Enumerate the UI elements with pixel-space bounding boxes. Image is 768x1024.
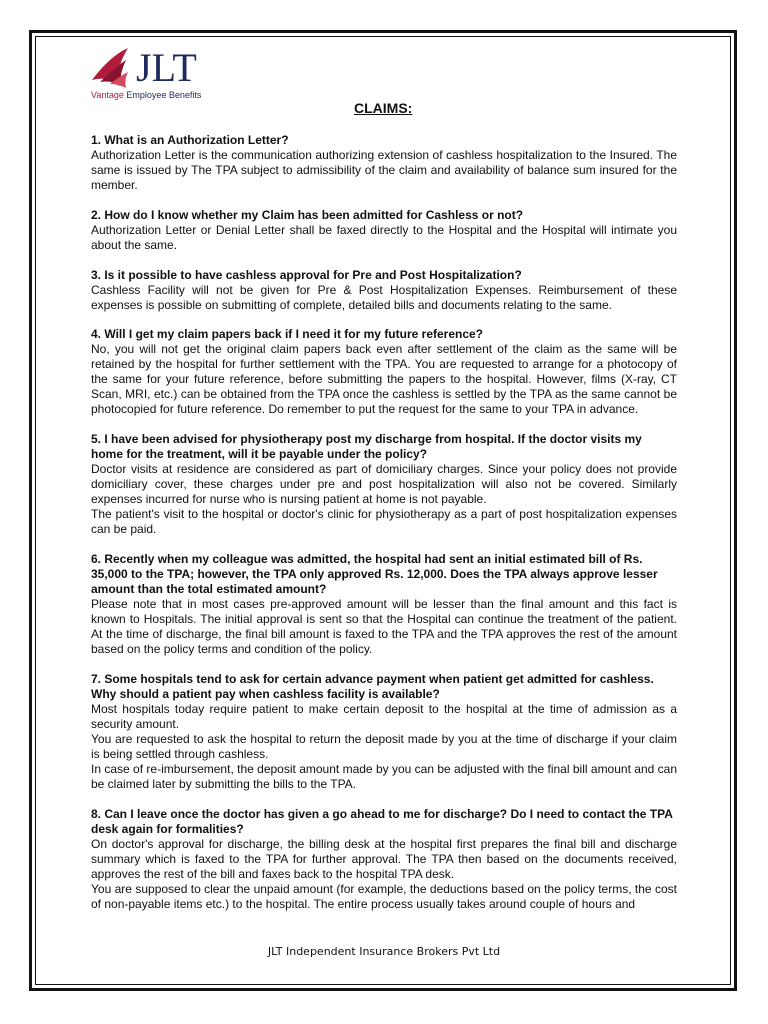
logo-tagline-prefix: Vantage bbox=[91, 90, 124, 100]
faq-answer: In case of re-imbursement, the deposit amount made by you can be adjusted with the final bill amount and can be claimed later by submitting the bills to the TPA. bbox=[91, 761, 677, 791]
faq-question: 7. Some hospitals tend to ask for certain advance payment when patient get admitted for cashless. Why should a patient pay when cashless facility is available? bbox=[91, 671, 654, 701]
faq-answer: You are requested to ask the hospital to return the deposit made by you at the time of discharge if your claim is being settled through cashless. bbox=[91, 731, 677, 761]
page-footer: JLT Independent Insurance Brokers Pvt Ltd bbox=[267, 945, 501, 958]
faq-item bbox=[91, 552, 677, 657]
faq-question: 8. Can I leave once the doctor has given a go ahead to me for discharge? Do I need to contact the TPA desk again for formalities? bbox=[91, 806, 673, 836]
faq-answer: No, you will not get the original claim papers back even after settlement of the claim as the same will be retained by the hospital for further settlement with the TPA. You are requested to arrange for a photocopy of the same for your future reference, before submitting the papers to the hospital. However, films (X-ray, CT Scan, MRI, etc.) can be obtained from the TPA once the cashless is settled by the TPA as the same cannot be photocopied for future reference. Do remember to put the request for the same to your TPA in advance. bbox=[91, 342, 677, 417]
logo-tagline-suffix: Employee Benefits bbox=[123, 90, 202, 100]
jlt-sail-icon bbox=[90, 46, 136, 90]
faq-answer: Doctor visits at residence are considered as part of domiciliary charges. Since your policy does not provide domiciliary cover, these charges under pre and post hospitalization will also not be covered. Similarly expenses incurred for nurse who is nursing patient at home is not payable. bbox=[91, 462, 677, 507]
faq-item bbox=[91, 268, 677, 313]
faq-answer: The patient's visit to the hospital or doctor's clinic for physiotherapy as a part of post hospitalization expenses can be paid. bbox=[91, 507, 677, 537]
logo-tagline bbox=[91, 90, 201, 100]
faq-answer: Most hospitals today require patient to make certain deposit to the hospital at the time of admission as a security amount. bbox=[91, 701, 677, 731]
faq-answer: Authorization Letter or Denial Letter shall be faxed directly to the Hospital and the Hospital will intimate you about the same. bbox=[91, 222, 677, 252]
faq-item bbox=[91, 432, 677, 537]
page-title: CLAIMS: bbox=[354, 100, 413, 116]
jlt-logo bbox=[90, 46, 220, 102]
faq-item bbox=[91, 327, 677, 417]
faq-question: 4. Will I get my claim papers back if I need it for my future reference? bbox=[91, 327, 484, 342]
faq-answer: You are supposed to clear the unpaid amount (for example, the deductions based on the policy terms, the cost of non-payable items etc.) to the hospital. The entire process usually takes around couple of hours and bbox=[91, 881, 677, 911]
faq-question: 1. What is an Authorization Letter? bbox=[91, 133, 289, 147]
faq-content bbox=[91, 133, 677, 926]
faq-question: 5. I have been advised for physiotherapy post my discharge from hospital. If the doctor visits my home for the treatment, will it be payable under the policy? bbox=[91, 432, 642, 462]
faq-question: 3. Is it possible to have cashless approval for Pre and Post Hospitalization? bbox=[91, 267, 522, 282]
faq-item bbox=[91, 133, 677, 193]
faq-answer: Please note that in most cases pre-approved amount will be lesser than the final amount and this fact is known to Hospitals. The initial approval is sent so that the Hospital can continue the treatment of the patient. At the time of discharge, the final bill amount is faxed to the TPA and the TPA approves the rest of the amount based on the policy terms and condition of the policy. bbox=[91, 596, 677, 656]
faq-answer: Authorization Letter is the communication authorizing extension of cashless hospitalization to the Insured. The same is issued by The TPA subject to admissibility of the claim and availability of balance sum insured for the member. bbox=[91, 148, 677, 192]
logo-wordmark: JLT bbox=[136, 45, 197, 90]
faq-item bbox=[91, 672, 677, 792]
faq-question: 6. Recently when my colleague was admitted, the hospital had sent an initial estimated bill of Rs. 35,000 to the TPA; however, the TPA only approved Rs. 12,000. Does the TPA always approve lesser amount than the total estimated amount? bbox=[91, 551, 658, 596]
faq-answer: On doctor's approval for discharge, the billing desk at the hospital first prepares the final bill and discharge summary which is faxed to the TPA for further approval. The TPA then based on the documents received, approves the rest of the bill and faxes back to the hospital TPA desk. bbox=[91, 836, 677, 881]
faq-item bbox=[91, 807, 677, 912]
faq-question: 2. How do I know whether my Claim has been admitted for Cashless or not? bbox=[91, 207, 524, 222]
faq-item bbox=[91, 208, 677, 253]
faq-answer: Cashless Facility will not be given for Pre & Post Hospitalization Expenses. Reimbursement of these expenses is possible on submitting of complete, detailed bills and documents relating to the same. bbox=[91, 282, 677, 312]
